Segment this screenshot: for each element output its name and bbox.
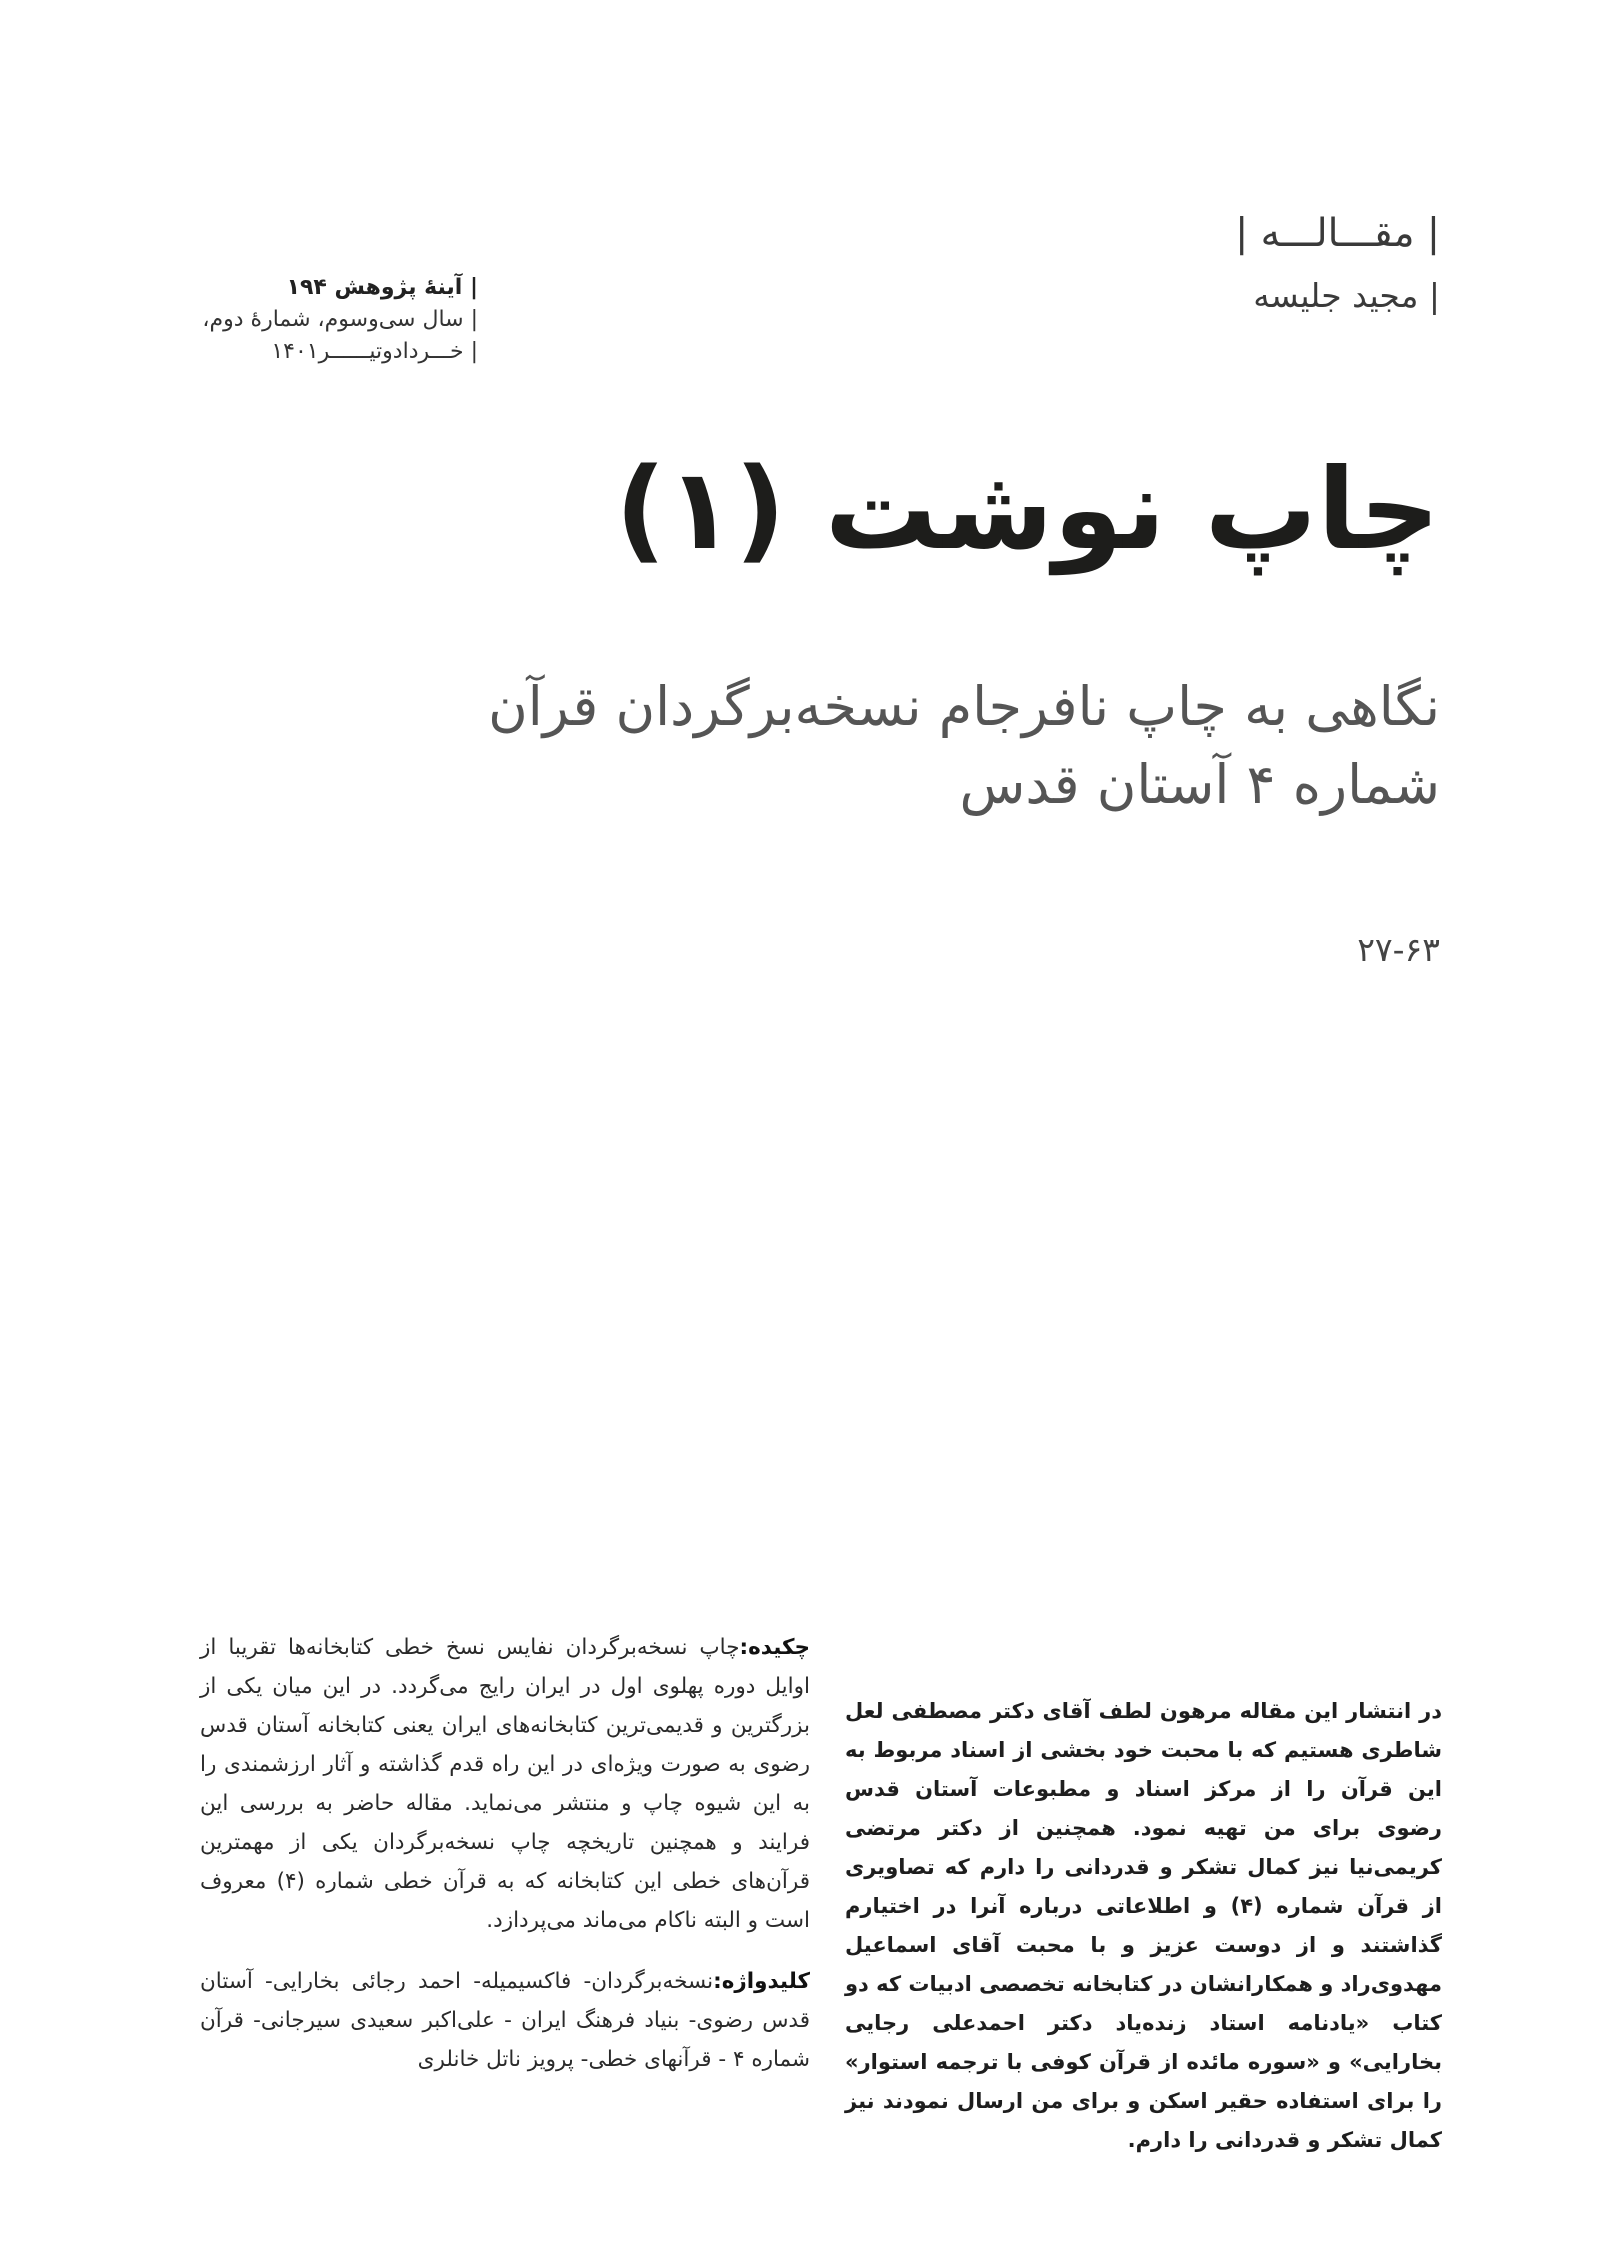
- section-label: | مقـــالـــه |: [1235, 211, 1440, 256]
- journal-date: | خـــردادوتیــــــر۱۴۰۱: [271, 339, 478, 364]
- abstract-column: [200, 1628, 810, 2079]
- abstract: [200, 1628, 810, 1940]
- journal-title: | آینۀ پژوهش ۱۹۴: [286, 275, 478, 300]
- acknowledgement: در انتشار این مقاله مرهون لطف آقای دکتر مصطفی لعل شاطری هستیم که با محبت خود بخشی از اسناد مربوط به این قرآن را از مرکز اسناد و مطبوعات آستان قدس رضوی برای من تهیه نمود. همچنین از دکتر مرتضی کریمی‌نیا نیز کمال تشکر و قدردانی را دارم که تصاویری از قرآن شماره (۴) و اطلاعاتی درباره آنرا در اختیارم گذاشتند و از دوست عزیز و با محبت آقای اسماعیل مهدوی‌راد و همکارانشان در کتابخانه تخصصی ادبیات که دو کتاب «یادنامه استاد زنده‌یاد دکتر احمدعلی رجایی بخارایی» و «سوره مائده از قرآن کوفی با ترجمه استوار» را برای استفاده حقیر اسکن و برای من ارسال نمودند نیز کمال تشکر و قدردانی را دارم.: [845, 1699, 1442, 2152]
- journal-info: [198, 272, 478, 368]
- keywords-text: نسخه‌برگردان- فاکسیمیله- احمد رجائی بخارایی- آستان قدس رضوی- بنیاد فرهنگ ایران - علی‌اکبر سعیدی سیرجانی- قرآن شماره ۴ - قرآنهای خطی- پرویز ناتل خانلری: [200, 1969, 810, 2072]
- abstract-text: چاپ نسخه‌برگردان نفایس نسخ خطی کتابخانه‌ها تقریبا از اوایل دوره پهلوی اول در ایران رایج می‌گردد. در این میان یکی از بزرگترین و قدیمی‌ترین کتابخانه‌های ایران یعنی کتابخانه آستان قدس رضوی به صورت ویژه‌ای در این راه قدم گذاشته و آثار ارزشمندی را به این شیوه چاپ و منتشر می‌نماید. مقاله حاضر به بررسی این فرایند و همچنین تاریخچه چاپ نسخه‌برگردان یکی از مهمترین قرآن‌های خطی این کتابخانه که به قرآن خطی شماره (۴) معروف است و البته ناکام می‌ماند می‌پردازد.: [200, 1635, 810, 1933]
- keywords: [200, 1962, 810, 2079]
- journal-year-issue: | سال سی‌وسوم، شمارۀ دوم،: [202, 307, 478, 332]
- page-range: ۲۷-۶۳: [1357, 930, 1440, 969]
- article-subtitle: [340, 668, 1440, 824]
- abstract-label: چکیده:: [739, 1635, 810, 1660]
- author-name: | مجید جلیسه: [1253, 276, 1440, 315]
- keywords-label: کلیدواژه:: [713, 1969, 810, 1994]
- subtitle-line-1: نگاهی به چاپ نافرجام نسخه‌برگردان قرآن: [488, 675, 1440, 738]
- article-title: چاپ نوشت (۱): [614, 445, 1440, 575]
- subtitle-line-2: شماره ۴ آستان قدس: [959, 753, 1440, 816]
